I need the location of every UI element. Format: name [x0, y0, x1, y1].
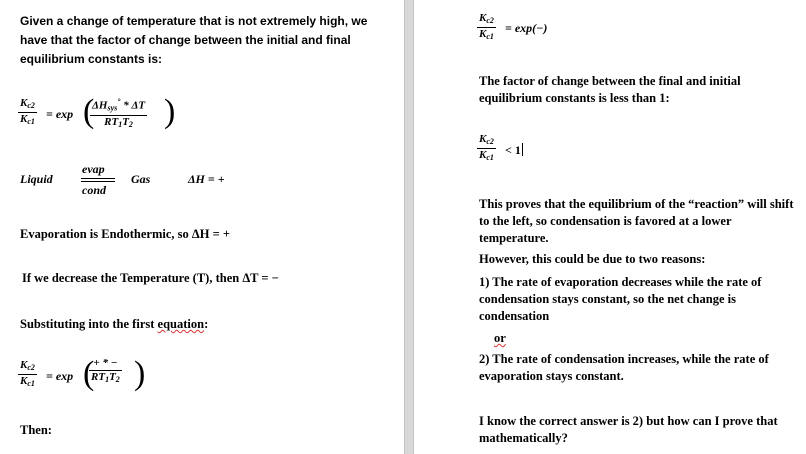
- spellcheck-word: equation: [157, 317, 205, 331]
- left-page: Given a change of temperature that is not extremely high, we have that the factor of change between the initial and final equilibrium constants is: $\frac{K_{c2}}{K_{c1}}$ = exp ( $\Delta H_{sys}^\circ$ * ΔT $RT_1T_2$ ) Liquid evap cond Gas ΔH = + Evaporation is Endothermic, so ΔH = + If we decrease the Temperature (T), then ΔT = − Substituting into the first equation: $\frac{K_{c2}}{K_{c1}}$ = exp ( + * − $RT_1T_2$ ) Then:: [0, 0, 404, 454]
- equilibrium-arrows: [81, 178, 115, 182]
- eq2-exp: = exp: [46, 369, 74, 383]
- delta-h-plus: ΔH = +: [188, 172, 225, 186]
- gas-label: Gas: [131, 172, 151, 186]
- eq2-lhs-fraction: $\frac{K_{c2}}{K_{c1}}$: [20, 359, 35, 388]
- page-gap: [404, 0, 414, 454]
- factor-paragraph: The factor of change between the final and initial equilibrium constants is less than 1:: [479, 74, 741, 105]
- then-line: Then:: [20, 423, 52, 437]
- eq1-lhs-fraction: $\frac{K_{c2}}{K_{c1}}$: [20, 97, 35, 126]
- liquid-label: Liquid: [20, 172, 53, 186]
- right-page: [414, 0, 806, 454]
- ineq-rhs: < 1: [505, 143, 521, 157]
- cond-label: cond: [82, 183, 106, 197]
- question-paragraph: I know the correct answer is 2) but how can I prove that mathematically?: [479, 414, 778, 445]
- or-line: or: [494, 331, 506, 345]
- reason-2: 2) The rate of condensation increases, while the rate of evaporation stays constant.: [479, 352, 769, 383]
- intro-paragraph: Given a change of temperature that is not extremely high, we have that the factor of change between the initial and final equilibrium constants is:: [20, 14, 368, 66]
- eq-top-fraction: $\frac{K_{c2}}{K_{c1}}$: [479, 12, 494, 41]
- substituting-line: Substituting into the first equation:: [20, 317, 209, 331]
- decrease-line: If we decrease the Temperature (T), then ΔT = −: [22, 271, 279, 285]
- eq-top-rhs: = exp(−): [505, 21, 548, 35]
- endothermic-line: Evaporation is Endothermic, so ΔH = +: [20, 227, 230, 241]
- eq1-exponent-fraction: $\Delta H_{sys}^\circ$ * ΔT $RT_1T_2$: [92, 97, 146, 129]
- eq2-exponent-fraction: + * − $RT_1T_2$: [91, 357, 120, 384]
- reason-1: 1) The rate of evaporation decreases while the rate of condensation stays constant, so the net change is condensation: [479, 275, 762, 323]
- ineq-fraction: $\frac{K_{c2}}{K_{c1}}$: [479, 133, 494, 162]
- eq1-exp: = exp: [46, 107, 74, 121]
- however-line: However, this could be due to two reasons:: [479, 252, 706, 266]
- text-cursor: [522, 143, 523, 156]
- evap-label: evap: [82, 162, 105, 176]
- proves-paragraph: This proves that the equilibrium of the “reaction” will shift to the left, so condensation is favored at a lower temperature.: [479, 197, 794, 245]
